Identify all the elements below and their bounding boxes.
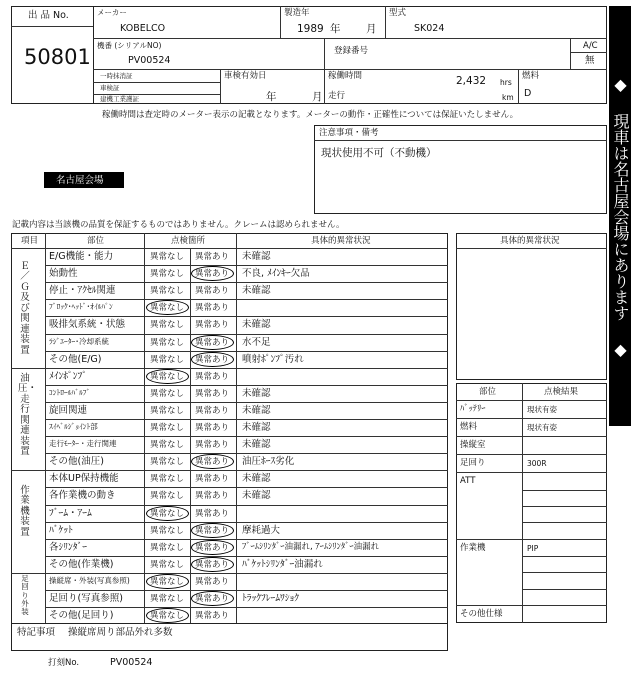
inspection-expiry-label: 車検有効日 [224,71,267,81]
ng-option: 異常あり [195,354,230,365]
ok-circle-mark [146,369,189,384]
ok-circle-mark [146,574,189,589]
ng-option: 異常あり [195,286,230,297]
ng-option: 異常あり [195,611,230,622]
inspection-month-unit: 月 [312,91,323,103]
ok-option: 異常なし [150,559,185,570]
row-part: 本体UP保持機能 [49,473,119,485]
check-result-value: 300R [527,459,547,468]
registration-label: 登録番号 [334,46,369,56]
row-part: 停止・ｱｸｾﾙ関連 [49,285,116,297]
row-detail: 未確認 [242,473,271,485]
row-part: 吸排気系統・状態 [49,319,126,331]
row-part: 各ｼﾘﾝﾀﾞｰ [49,541,88,553]
year-unit: 年 [330,23,341,35]
fuel-label: 燃料 [522,71,540,81]
group-label-hydraulic: 油圧・走行関連装置 [18,373,38,458]
ok-circle-mark [146,506,189,521]
header-detail: 具体的異常状況 [311,236,371,246]
ok-option: 異常なし [150,388,185,399]
remarks-box [314,125,607,214]
ok-option: 異常なし [150,320,185,331]
venue-text: 名古屋会場 [56,175,104,186]
ac-value: 無 [585,55,595,66]
row-part: E/G機能・能力 [49,251,114,262]
ng-circle-mark [191,540,234,555]
ok-option: 異常なし [150,423,185,433]
ok-option: 異常なし [150,303,185,314]
row-part: 始動性 [49,268,78,280]
row-detail: 摩耗過大 [242,524,281,536]
maker-value: KOBELCO [120,23,166,34]
row-detail: ﾊﾞｹｯﾄｼﾘﾝﾀﾞｰ油漏れ [242,558,323,570]
header-part: 部位 [87,236,105,246]
hours-value: 2,432 [456,75,487,87]
ng-option: 異常あり [195,303,230,314]
ok-option: 異常なし [150,354,185,365]
ng-option: 異常あり [195,423,230,433]
ng-option: 異常あり [195,525,230,536]
stamp-label: 打刻No. [48,658,80,668]
ng-circle-mark [191,557,234,572]
ng-option: 異常あり [195,508,230,519]
row-part: ﾊﾞｹｯﾄ [49,524,73,536]
special-notes-text: 操縦席周り部品外れ多数 [68,627,173,638]
ng-option: 異常あり [195,559,230,570]
ng-circle-mark [191,335,234,350]
ok-option: 異常なし [150,457,185,468]
ng-option: 異常あり [195,337,230,348]
ok-option: 異常なし [150,611,185,622]
row-part: 足回り(写真参照) [49,593,123,604]
row-detail: 噴射ﾎﾟﾝﾌﾟ汚れ [242,353,304,365]
check-result-value: 現状有姿 [527,405,557,414]
check-result-value: PIP [527,544,539,553]
row-part: ﾌﾞｰﾑ・ｱｰﾑ [49,507,92,519]
row-part: ﾌﾞﾛｯｸ･ﾍｯﾄﾞ･ｵｲﾙﾊﾟﾝ [49,302,113,312]
km-unit: km [502,93,514,102]
hours-label: 稼働時間 [328,71,363,81]
ng-option: 異常あり [195,405,230,416]
check-result-value: 現状有姿 [527,423,557,432]
ok-option: 異常なし [150,337,185,348]
ok-option: 異常なし [150,576,185,587]
ok-option: 異常なし [150,525,185,536]
check-result-part: 燃料 [460,422,478,432]
row-part: ｽｲﾍﾞﾙｼﾞｮｲﾝﾄ部 [49,422,98,431]
ok-option: 異常なし [150,286,185,297]
row-detail: 未確認 [242,251,271,262]
year-value: 1989 [297,23,324,35]
group-label-undercarriage: 足回り外装 [21,574,29,616]
row-detail: 未確認 [242,422,271,433]
col-part: 部位 [479,387,497,397]
row-part: ﾗｼﾞｴｰﾀｰ･冷却系統 [49,336,109,346]
row-detail: 水不足 [242,336,271,348]
ng-option: 異常あり [195,457,230,468]
row-detail: 未確認 [242,404,271,416]
right-detail-box [456,233,607,380]
col-result: 点検結果 [544,387,579,397]
row-detail: ﾄﾗｯｸﾌﾚｰﾑﾜｼｮｸ [242,593,300,604]
month-unit: 月 [366,23,377,35]
ng-option: 異常あり [195,388,230,399]
ng-option: 異常あり [195,252,230,262]
ng-option: 異常あり [195,440,230,451]
ok-option: 異常なし [150,594,185,604]
row-part: ｺﾝﾄﾛｰﾙﾊﾞﾙﾌﾞ [49,387,91,397]
ng-option: 異常あり [195,594,230,604]
row-part: 操縦席・外装(写真参照) [49,575,130,585]
row-detail: 不良, ﾒｲﾝｷｰ欠品 [242,268,310,280]
ac-label: A/C [583,41,598,51]
cert-temp-deregistration: 一時抹消証 [100,72,133,80]
row-part: その他(E/G) [49,353,102,365]
ng-option: 異常あり [195,320,230,331]
inspection-year-unit: 年 [266,91,277,103]
lot-number: 50801 [24,45,91,69]
serial-label: 機番 (シリアルNO) [97,41,162,50]
row-part: その他(足回り) [49,610,114,622]
cert-machine-registration: 建機工業護証 [100,95,139,103]
check-result-part: ATT [460,476,476,486]
row-part: ﾒｲﾝﾎﾟﾝﾌﾟ [49,370,88,382]
row-part: その他(油圧) [49,456,104,468]
ng-circle-mark [191,591,234,606]
travel-label: 走行 [328,91,346,101]
ok-option: 異常なし [150,491,185,502]
remarks-label: 注意事項・備考 [319,128,379,138]
ok-option: 異常なし [150,269,185,280]
row-detail: 未確認 [242,439,271,451]
remarks-text: 現状使用不可（不動機） [321,147,437,159]
row-part: 各作業機の動き [49,490,116,502]
check-result-part: ﾊﾞｯﾃﾘｰ [460,404,486,414]
side-banner-text: ◆ 現車は名古屋会場にあります ◆ [611,75,630,359]
row-detail: 未確認 [242,285,271,297]
hours-unit: hrs [500,78,512,87]
ng-option: 異常あり [195,491,230,502]
ok-option: 異常なし [150,371,185,382]
right-detail-header: 具体的異常状況 [500,236,560,246]
row-part: 走行ﾓｰﾀｰ・走行関連 [49,439,117,449]
ok-option: 異常なし [150,542,185,553]
ng-circle-mark [191,266,234,281]
row-detail: 油圧ﾎｰｽ劣化 [242,456,295,468]
row-detail: ﾌﾞｰﾑｼﾘﾝﾀﾞｰ油漏れ, ｱｰﾑｼﾘﾝﾀﾞｰ油漏れ [242,541,380,552]
check-result-part: 作業機 [460,543,486,553]
model-label: 型式 [389,8,407,18]
ng-circle-mark [191,523,234,538]
ok-option: 異常なし [150,405,185,416]
row-detail: 未確認 [242,319,271,331]
serial-value: PV00524 [128,55,171,66]
fuel-value: D [524,88,532,99]
group-label-engine: Ｅ／Ｇ及び関連装置 [20,261,30,356]
check-result-part: 足回り [460,458,486,468]
check-result-part: その他仕様 [460,609,503,619]
check-result-table [456,383,607,623]
ng-option: 異常あり [195,371,230,382]
quality-disclaimer: 記載内容は当該機の品質を保証するものではありません。クレームは認められません。 [12,220,345,230]
row-detail: 未確認 [242,387,271,399]
special-notes-label: 特記事項 [17,627,56,638]
year-label: 製造年 [284,8,310,18]
header-check: 点検箇所 [171,236,206,246]
row-part: 旋回関連 [49,404,88,416]
ok-option: 異常なし [150,252,185,262]
header-item: 項目 [21,236,39,246]
ng-option: 異常あり [195,474,230,485]
ng-circle-mark [191,352,234,367]
group-label-work-equipment: 作業機装置 [20,485,30,538]
hours-disclaimer: 稼働時間は査定時のメーター表示の記載となります。メーターの動作・正確性については保証いたしません。 [102,110,519,120]
cert-inspection: 車検証 [100,84,120,92]
ok-option: 異常なし [150,440,185,451]
ng-option: 異常あり [195,269,230,280]
ok-option: 異常なし [150,508,185,519]
lot-number-label: 出 品 No. [28,10,69,21]
ng-option: 異常あり [195,576,230,587]
model-value: SK024 [414,23,445,34]
ok-circle-mark [146,608,189,623]
check-result-part: 操縦室 [460,440,486,450]
maker-label: メーカー [97,8,127,17]
ok-option: 異常なし [150,474,185,485]
ng-option: 異常あり [195,542,230,553]
row-part: その他(作業機) [49,558,114,570]
row-detail: 未確認 [242,490,271,502]
stamp-value: PV00524 [110,657,153,668]
